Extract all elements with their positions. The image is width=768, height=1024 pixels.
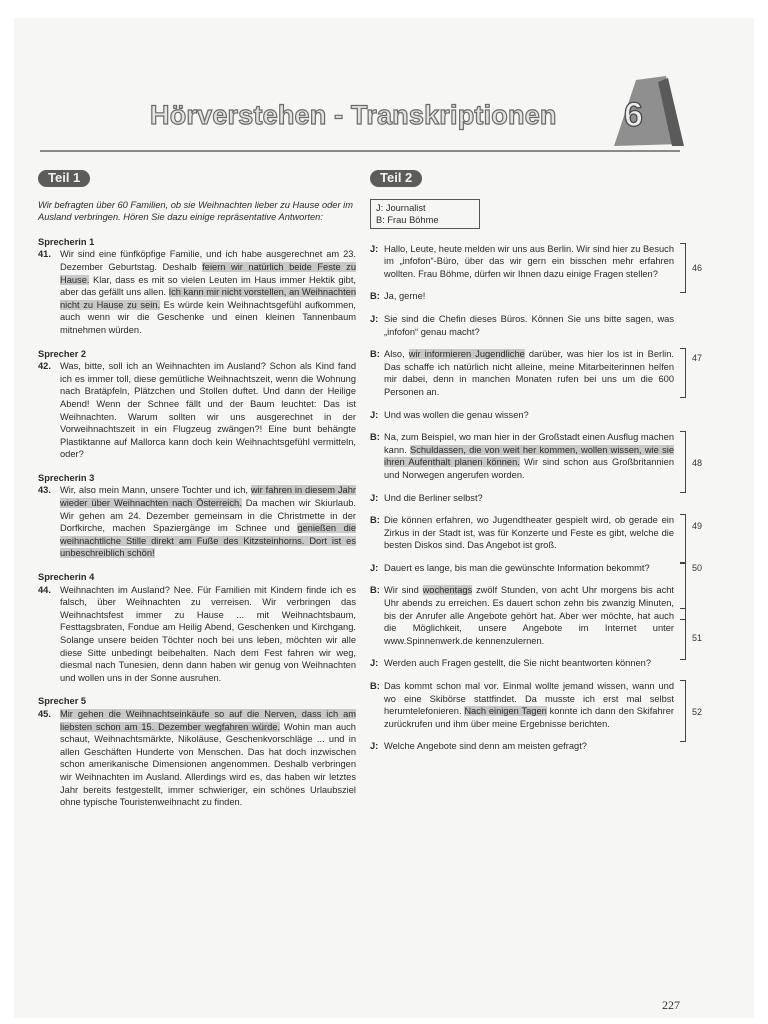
- dialogue-line: [370, 409, 688, 422]
- teil1-label: Teil 1: [38, 170, 90, 187]
- speaker-tag: B:: [370, 349, 380, 360]
- dialogue-text: [384, 680, 688, 730]
- speaker-tag: J:: [370, 562, 379, 573]
- highlighted-text: wochentags: [422, 585, 473, 596]
- dialogue-line: [370, 492, 688, 505]
- question-bracket: [680, 243, 686, 293]
- teil2-column: [370, 170, 702, 763]
- speaker-tag: B:: [370, 681, 380, 692]
- speaker-tag: J:: [370, 243, 379, 254]
- speaker-tag: B:: [370, 515, 380, 526]
- dialogue-text: Und die Berliner selbst?: [384, 492, 483, 503]
- teil1-intro: Wir befragten über 60 Familien, ob sie Weihnachten lieber zu Hause oder im Ausland verbringen. Hören Sie dazu einige repräsentative Antworten:: [38, 199, 353, 223]
- dialogue-text: Hallo, Leute, heute melden wir uns aus Berlin. Wir sind hier zu Besuch im „infofon“-Büro, über das wir gern ein bisschen mehr erfahren wollten. Frau Böhme, dürfen wir Ihnen dazu einige Fragen stellen?: [384, 243, 674, 279]
- header-rule: [40, 150, 680, 152]
- question-bracket: [680, 608, 686, 660]
- dialogue-text: Die können erfahren, wo Jugendtheater gespielt wird, ob gerade ein Zirkus in der Stadt ist, was für Konzerte und Feste es gibt, welche die besten Diskos sind. Das Angebot ist groß.: [384, 515, 674, 551]
- item-text: Weihnachten im Ausland? Nee. Für Familien mit Kindern finde ich es falsch, über Weihnachten zu verreisen. Wir verbringen das Weihnachtsfest immer zu Hause ... mit Weihnachtsbaum, Festtagsbraten, Fondue am Heilig Abend, Geschenken und Kirchgang. Solange unsere beiden Töchter noch bei uns leben, möchten wir alle diese Sitte unbedingt beibehalten. Nach dem Fest fahren wir weg, diesmal nach Tunesien, denn dann haben wir genug von Weihnachten und wollen uns in der Sonne ausruhen.: [60, 584, 356, 683]
- speaker-tag: J:: [370, 409, 379, 420]
- teil1-column: [38, 170, 356, 809]
- highlighted-text: genießen die weihnachtliche Stille direkt am Fuße des Kitzsteinhorns. Dort ist es unbeschreiblich schön!: [60, 523, 356, 559]
- speaker-tag: J:: [370, 313, 379, 324]
- speaker-heading: Sprecher 2: [38, 348, 87, 359]
- dialogue-line: [370, 348, 702, 398]
- role-boehme: B: Frau Böhme: [376, 214, 439, 225]
- question-bracket: [680, 514, 686, 564]
- dialogue-line: [370, 680, 702, 730]
- speaker-tag: J:: [370, 741, 379, 752]
- item-text: Was, bitte, soll ich an Weihnachten im Ausland? Schon als Kind fand ich es immer toll, diese gemütliche Weihnachtszeit, wenn die Wohnung nach Bratäpfeln, Plätzchen und Stollen duftet. Und dann der Heilige Abend! Wenn der Schnee fällt und der Baum leuchtet: Das ist Weihnachten. Warum sollten wir uns ausgerechnet in der Vorweihnachtszeit in ein Flugzeug zwängen?! Eine bunt behängte Plastiktanne auf Mallorca kann doch kein Weihnachtsgefühl vermitteln, oder?: [60, 361, 356, 460]
- dialogue-text: Werden auch Fragen gestellt, die Sie nicht beantworten können?: [384, 658, 652, 669]
- dialogue-line: [370, 657, 688, 670]
- speaker-tag: B:: [370, 585, 380, 596]
- highlighted-text: Ich kann mir nicht vorstellen, an Weihnachten nicht zu Hause zu sein.: [60, 287, 356, 310]
- highlighted-text: Mir gehen die Weihnachtseinkäufe so auf die Nerven, dass ich am liebsten schon am 15. Dezember wegfahren würde.: [60, 708, 356, 732]
- dialogue-text: [384, 431, 688, 481]
- dialogue-line: [370, 313, 688, 338]
- text-run: Wir sind eine fünfköpfige Familie, und ich habe ausgerechnet am 23. Dezember Geburtstag. Deshalb: [60, 249, 356, 272]
- question-number: 52: [691, 707, 702, 718]
- item-42: [38, 360, 356, 461]
- highlighted-text: Nach einigen Tagen: [464, 706, 547, 717]
- text-run: Da machen wir Skiurlaub. Wir gehen am 24. Dezember gemeinsam in die Christmette in der Dorfkirche, machen Spaziergänge im Schnee und: [60, 498, 356, 534]
- highlighted-text: feiern wir natürlich beide Feste zu Hause.: [60, 261, 356, 285]
- page-number: 227: [662, 998, 680, 1012]
- roles-box: [370, 199, 480, 229]
- dialogue-line: [370, 243, 702, 281]
- question-bracket: [680, 348, 686, 398]
- question-number: 50: [691, 563, 702, 574]
- text-run: Also,: [384, 349, 409, 360]
- dialogue-text: Dauert es lange, bis man die gewünschte Information bekommt?: [384, 562, 650, 573]
- question-bracket: [680, 680, 686, 742]
- dialogue-line: [370, 740, 688, 753]
- question-number: 49: [691, 521, 702, 532]
- text-run: Wir sind: [384, 585, 423, 596]
- item-43: [38, 484, 356, 560]
- speaker-heading: Sprecherin 1: [38, 236, 95, 247]
- question-number: 46: [691, 262, 702, 273]
- item-text: [60, 248, 356, 336]
- text-run: Das kommt schon mal vor. Einmal wollte jemand wissen, wann und wo eine Skibörse stattfindet. Da musste ich erst mal selbst herumtelefonieren.: [384, 681, 674, 717]
- highlighted-text: wir informieren Jugendliche: [408, 349, 525, 360]
- text-run: Wir, also mein Mann, unsere Tochter und ich,: [60, 485, 251, 496]
- speaker-tag: J:: [370, 492, 379, 503]
- speaker-tag: B:: [370, 432, 380, 443]
- dialogue-text: Und was wollen die genau wissen?: [384, 409, 529, 420]
- teil2-label: Teil 2: [370, 170, 422, 187]
- question-bracket: [680, 431, 686, 493]
- text-run: Wohin man auch schaut, Weihnachtsmärkte, Nikoläuse, Geschenkvorschläge ... und in allen Geschäften Hunderte von Menschen. Das hat doch inzwischen schon amerikanische Dimensionen angenommen. Deshalb verbringen wir Weihnachten im Ausland. Allerdings wird es, das haben wir letztes Jahr bereits festgestellt, immer schwieriger, ein schönes Urlaubsziel ohne typische Touristenweihnacht zu finden.: [60, 721, 356, 808]
- item-number: 42.: [38, 361, 51, 372]
- dialogue-line: [370, 562, 688, 575]
- speaker-heading: Sprecher 5: [38, 696, 87, 707]
- speaker-heading: Sprecherin 3: [38, 472, 95, 483]
- text-run: Na, zum Beispiel, wo man hier in der Großstadt einen Ausflug machen kann.: [384, 432, 674, 455]
- dialogue-text: [384, 584, 688, 647]
- text-run: Wir sind schon aus Großbritannien und Norwegen angerufen worden.: [384, 457, 674, 480]
- role-journalist: J: Journalist: [376, 202, 426, 213]
- item-text: [60, 484, 356, 560]
- item-45: [38, 708, 356, 809]
- question-number: 48: [691, 458, 702, 469]
- highlighted-text: wir fahren in diesem Jahr wieder über Weihnachten nach Österreich.: [60, 485, 356, 509]
- dialogue-text: Sie sind die Chefin dieses Büros. Können Sie uns bitte sagen, was „infofon“ genau macht?: [384, 313, 674, 337]
- item-text: [60, 708, 356, 809]
- highlighted-text: Schuldassen, die von weit her kommen, wollen wissen, wie sie ihren Aufenthalt planen können.: [384, 444, 674, 468]
- dialogue-text: Ja, gerne!: [384, 291, 426, 302]
- item-number: 44.: [38, 584, 51, 595]
- item-41: [38, 248, 356, 336]
- dialogue-text: [384, 348, 688, 398]
- item-number: 45.: [38, 708, 51, 719]
- text-run: Klar, dass es mit so vielen Leuten im Haus immer Hektik gibt, aber das gefällt uns allen.: [60, 274, 356, 298]
- question-number: 51: [691, 633, 702, 644]
- text-run: zwölf Stunden, von acht Uhr morgens bis acht Uhr abends zu erreichen. Es dauert schon zehn bis zwanzig Minuten, bis der Anrufer alle Angebote gehört hat. Aber wer möchte, hat auch die Möglichkeit, unsere Angebote im Internet unter www.Spinnenwerk.de kennenzulernen.: [384, 585, 674, 646]
- chapter-number: 6: [624, 96, 643, 134]
- item-number: 41.: [38, 249, 51, 260]
- page-title: Hörverstehen - Transkriptionen: [150, 100, 557, 130]
- text-run: Es würde kein Weihnachtsgefühl aufkommen, auch wenn wir die Geschenke und einen kleinen Tannenbaum mitnehmen würden.: [60, 299, 357, 335]
- speaker-tag: J:: [370, 658, 379, 669]
- text-run: darüber, was hier los ist in Berlin. Das schaffe ich natürlich nicht alleine, meine Mitarbeiterinnen helfen mir dabei, denn in manchen Monaten rufen bei uns um die 600 Personen an.: [384, 349, 674, 397]
- dialogue-text: Welche Angebote sind denn am meisten gefragt?: [384, 741, 587, 752]
- item-44: [38, 584, 356, 685]
- dialogue-line: [370, 514, 702, 552]
- item-number: 43.: [38, 485, 51, 496]
- speaker-heading: Sprecherin 4: [38, 572, 95, 583]
- question-number: 47: [691, 353, 702, 364]
- dialogue-line: [370, 431, 702, 481]
- text-run: konnte ich dann den Skifahrer zurückrufen und ihm über meine Ergebnisse berichten.: [384, 706, 675, 729]
- speaker-tag: B:: [370, 291, 380, 302]
- chapter-badge-shape: [606, 76, 686, 148]
- dialogue-line: [370, 290, 688, 303]
